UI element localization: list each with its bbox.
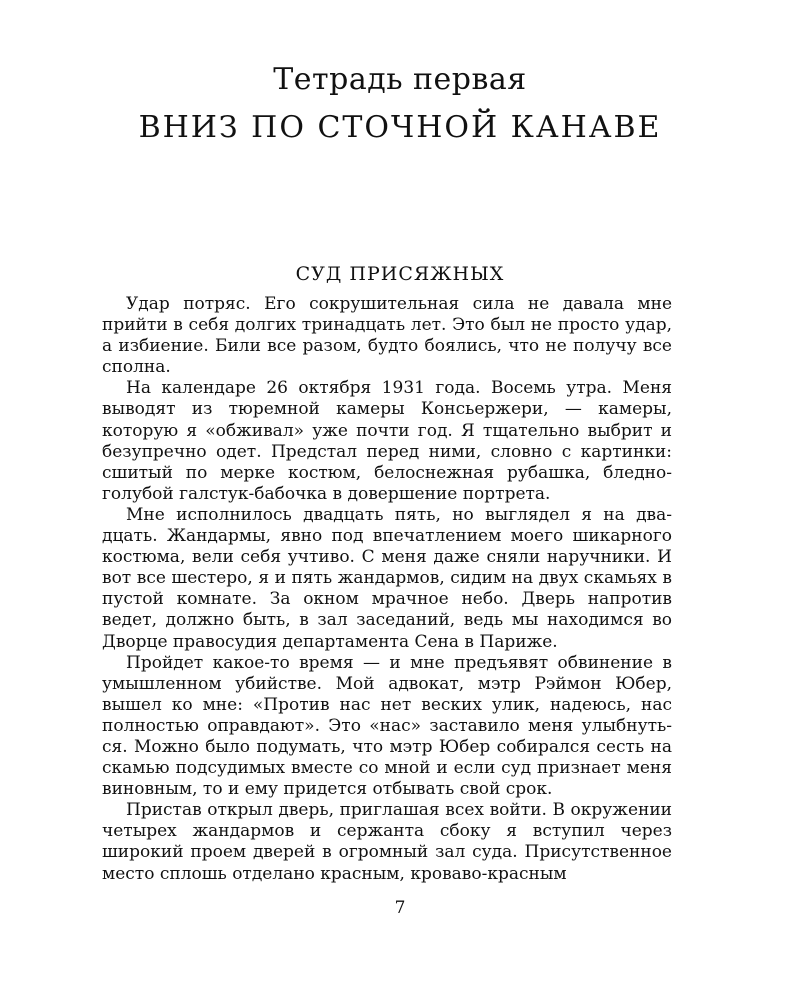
paragraph: Пристав открыл дверь, приглашая всех войти. В окружении четырех жандармов и сержанта сбоку я вступил через широкий проем дверей в огромный зал суда. Присутственное место сплошь отделано красным, кроваво-красным bbox=[102, 800, 672, 884]
part-title: Тетрадь первая bbox=[273, 62, 527, 97]
page-number: 7 bbox=[394, 898, 406, 918]
paragraph: Удар потряс. Его сокрушительная сила не давала мне прийти в себя долгих тринадцать лет. Это был не просто удар, а избиение. Били все разом, будто боялись, что не получу все сполна. bbox=[102, 294, 672, 378]
chapter-title: ВНИЗ ПО СТОЧНОЙ КАНАВЕ bbox=[138, 110, 662, 145]
body-text bbox=[102, 294, 672, 885]
paragraph: На календаре 26 октября 1931 года. Восемь утра. Меня выводят из тюремной камеры Консьержери, — камеры, которую я «обживал» уже почти год. Я тщательно выбрит и безупречно одет. Предстал перед ними, словно с картинки: сшитый по мерке костюм, белоснежная рубашка, бледноголубой галстук-бабочка в довершение портрета. bbox=[102, 378, 672, 504]
paragraph: Мне исполнилось двадцать пять, но выглядел я на двадцать. Жандармы, явно под впечатлением моего шикарного костюма, вели себя учтиво. С меня даже сняли наручники. И вот все шестеро, я и пять жандармов, сидим на двух скамьях в пустой комнате. За окном мрачное небо. Дверь напротив ведет, должно быть, в зал заседаний, ведь мы находимся во Дворце правосудия департамента Сена в Париже. bbox=[102, 504, 672, 652]
section-title: СУД ПРИСЯЖНЫХ bbox=[295, 263, 505, 285]
paragraph: Пройдет какое-то время — и мне предъявят обвинение в умышленном убийстве. Мой адвокат, мэтр Рэймон Юбер, вышел ко мне: «Против нас нет веских улик, надеюсь, нас полностью оправдают». Это «нас» заставило меня улыбнуться. Можно было подумать, что мэтр Юбер собирался сесть на скамью подсудимых вместе со мной и если суд признает меня виновным, то и ему придется отбывать свой срок. bbox=[102, 652, 672, 800]
